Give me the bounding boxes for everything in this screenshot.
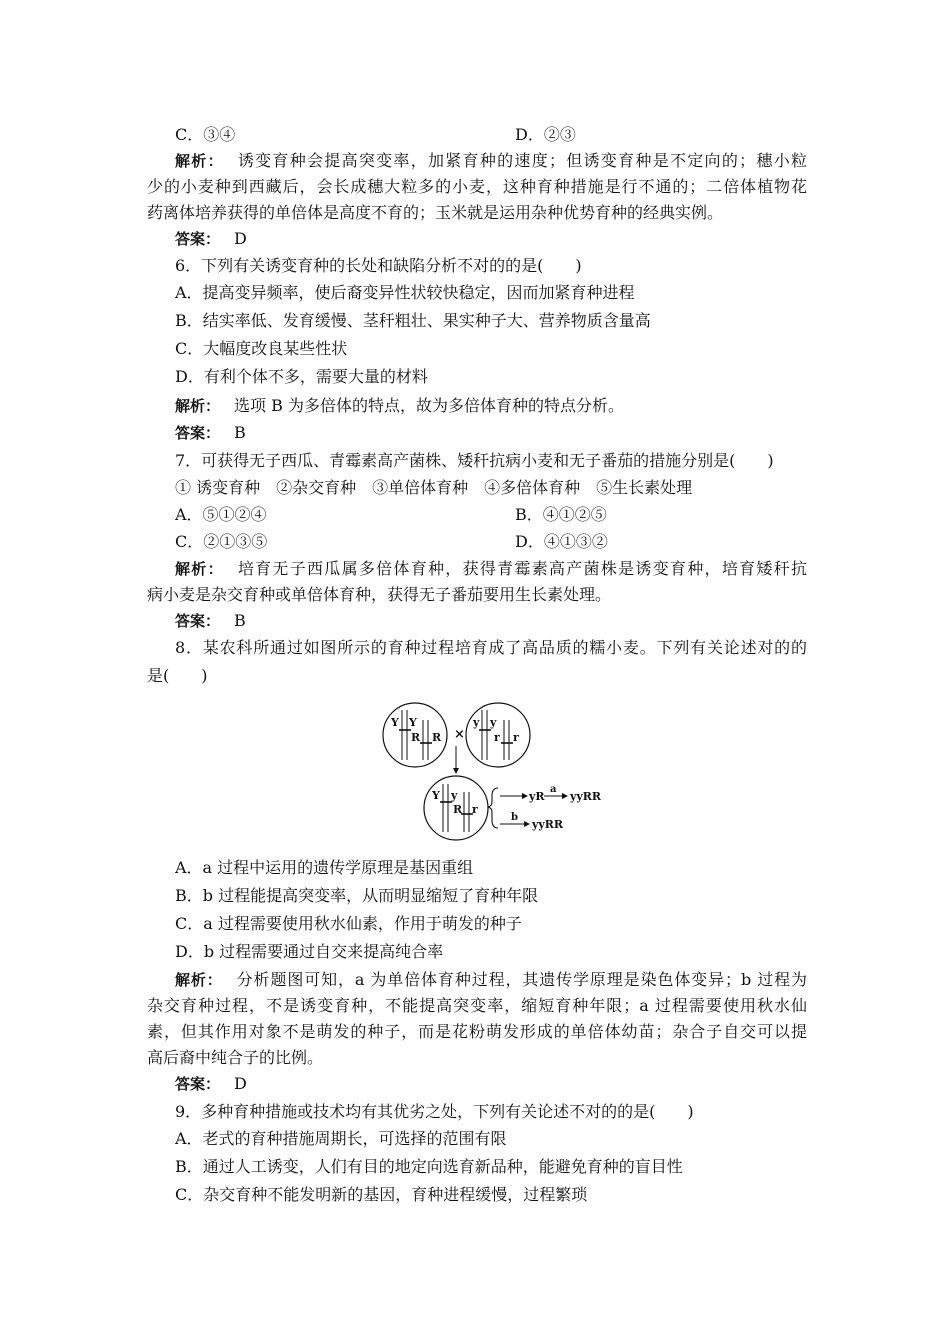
allele-label: y — [473, 716, 480, 729]
f1-cell — [424, 776, 488, 840]
q7-options-ab — [175, 505, 807, 525]
analysis-label: 解析： — [175, 560, 224, 578]
genotype-label: yyRR — [570, 790, 602, 803]
answer-value: D — [234, 229, 247, 248]
allele-label: Y — [432, 789, 440, 802]
q9-stem: 9．多种育种措施或技术均有其优劣之处，下列有关论述不对的的是( ) — [175, 1102, 694, 1121]
q8-analysis-line-2: 杂交育种过程，不是诱变育种，不能提高突变率，缩短育种年限；a 过程需要使用秋水仙 — [147, 996, 807, 1015]
q9-option-c: C．杂交育种不能发明新的基因，育种进程缓慢，过程繁琐 — [175, 1185, 588, 1204]
process-label-b: b — [511, 812, 518, 823]
q7-stem: 7．可获得无子西瓜、青霉素高产菌株、矮秆抗病小麦和无子番茄的措施分别是( ) — [175, 451, 774, 470]
q7-methods: ① 诱变育种 ②杂交育种 ③单倍体育种 ④多倍体育种 ⑤生长素处理 — [175, 478, 693, 497]
q9-option-b: B．通过人工诱变，人们有目的地定向选育新品种，能避免育种的盲目性 — [175, 1157, 683, 1176]
analysis-label: 解析： — [175, 397, 221, 415]
answer-label: 答案： — [175, 612, 221, 630]
q8-analysis-line-3: 素，但其作用对象不是萌发的种子，而是花粉萌发形成的单倍体幼苗；杂合子自交可以提 — [147, 1022, 807, 1041]
q6-option-a: A．提高变异频率，使后裔变异性状较快稳定，因而加紧育种进程 — [175, 283, 635, 302]
answer-label: 答案： — [175, 230, 221, 248]
q8-stem-line-1: 8．某农科所通过如图所示的育种过程培育成了高品质的糯小麦。下列有关论述对的的 — [175, 638, 807, 657]
parent-cell-1 — [383, 703, 447, 767]
q7-analysis-line-1: 解析： 培育无子西瓜属多倍体育种，获得青霉素高产菌株是诱变育种，培育矮秆抗 — [175, 559, 807, 578]
q7-options-cd — [175, 532, 807, 552]
q7-option-a: A．⑤①②④ — [175, 505, 267, 524]
allele-label: R — [411, 731, 421, 744]
genotype-label: yyRR — [532, 818, 564, 831]
q7-answer — [175, 611, 807, 631]
analysis-label: 解析： — [175, 152, 224, 170]
q6-stem: 6．下列有关诱变育种的长处和缺陷分析不对的的是( ) — [175, 256, 582, 275]
genotype-label: yR — [529, 790, 545, 803]
breeding-diagram — [380, 700, 610, 846]
q5-options-cd — [175, 125, 807, 145]
allele-label: Y — [409, 716, 417, 729]
q6-option-d: D．有利个体不多，需要大量的材料 — [175, 367, 428, 386]
allele-label: r — [494, 731, 500, 744]
q8-option-b: B．b 过程能提高突变率，从而明显缩短了育种年限 — [175, 886, 539, 905]
allele-label: y — [490, 716, 497, 729]
answer-value: B — [234, 611, 246, 630]
cross-symbol: × — [454, 727, 465, 742]
q5-option-d: D．②③ — [515, 125, 576, 144]
q7-option-b: B．④①②⑤ — [515, 505, 607, 524]
q5-analysis-line-2: 少的小麦种到西藏后，会长成穗大粒多的小麦，这种育种措施是行不通的；二倍体植物花 — [147, 177, 807, 196]
brace — [488, 788, 498, 828]
q5-analysis-line-1: 解析： 诱变育种会提高突变率，加紧育种的速度；但诱变育种是不定向的；穗小粒 — [175, 151, 807, 170]
answer-value: B — [234, 423, 246, 442]
allele-label: r — [472, 803, 478, 816]
q6-answer — [175, 423, 807, 443]
allele-label: r — [513, 731, 519, 744]
q6-option-c: C．大幅度改良某些性状 — [175, 339, 348, 358]
q8-option-a: A．a 过程中运用的遗传学原理是基因重组 — [175, 858, 474, 877]
q8-option-d: D．b 过程需要通过自交来提高纯合率 — [175, 942, 444, 961]
q8-stem-line-2: 是( ) — [147, 666, 208, 685]
q8-analysis-line-1: 解析： 分析题图可知，a 为单倍体育种过程，其遗传学原理是染色体变异；b 过程为 — [175, 970, 807, 989]
q5-answer — [175, 229, 807, 249]
down-arrow-icon — [453, 746, 459, 774]
q7-option-c: C．②①③⑤ — [175, 532, 268, 551]
path-a — [500, 784, 602, 803]
q5-analysis-line-3: 药离体培养获得的单倍体是高度不育的；玉米就是运用杂种优势育种的经典实例。 — [147, 203, 724, 222]
q8-answer — [175, 1074, 807, 1094]
path-b — [500, 812, 564, 831]
q8-option-c: C．a 过程需要使用秋水仙素，作用于萌发的种子 — [175, 914, 522, 933]
q8-analysis-line-4: 高后裔中纯合子的比例。 — [147, 1048, 324, 1067]
q7-option-d: D．④①③② — [515, 532, 608, 551]
answer-value: D — [234, 1074, 247, 1093]
allele-label: y — [451, 789, 458, 802]
q9-option-a: A．老式的育种措施周期长，可选择的范围有限 — [175, 1129, 507, 1148]
analysis-label: 解析： — [175, 971, 223, 989]
allele-label: R — [432, 731, 442, 744]
allele-label: R — [453, 803, 463, 816]
allele-label: Y — [391, 716, 399, 729]
answer-label: 答案： — [175, 424, 221, 442]
q5-option-c: C．③④ — [175, 125, 236, 144]
parent-cell-2 — [466, 703, 530, 767]
answer-label: 答案： — [175, 1075, 221, 1093]
q6-option-b: B．结实率低、发育缓慢、茎秆粗壮、果实种子大、营养物质含量高 — [175, 311, 651, 330]
q7-analysis-line-2: 病小麦是杂交育种或单倍体育种，获得无子番茄要用生长素处理。 — [147, 585, 612, 604]
q6-analysis: 解析： 选项 B 为多倍体的特点，故为多倍体育种的特点分析。 — [175, 396, 624, 415]
process-label-a: a — [550, 784, 557, 795]
